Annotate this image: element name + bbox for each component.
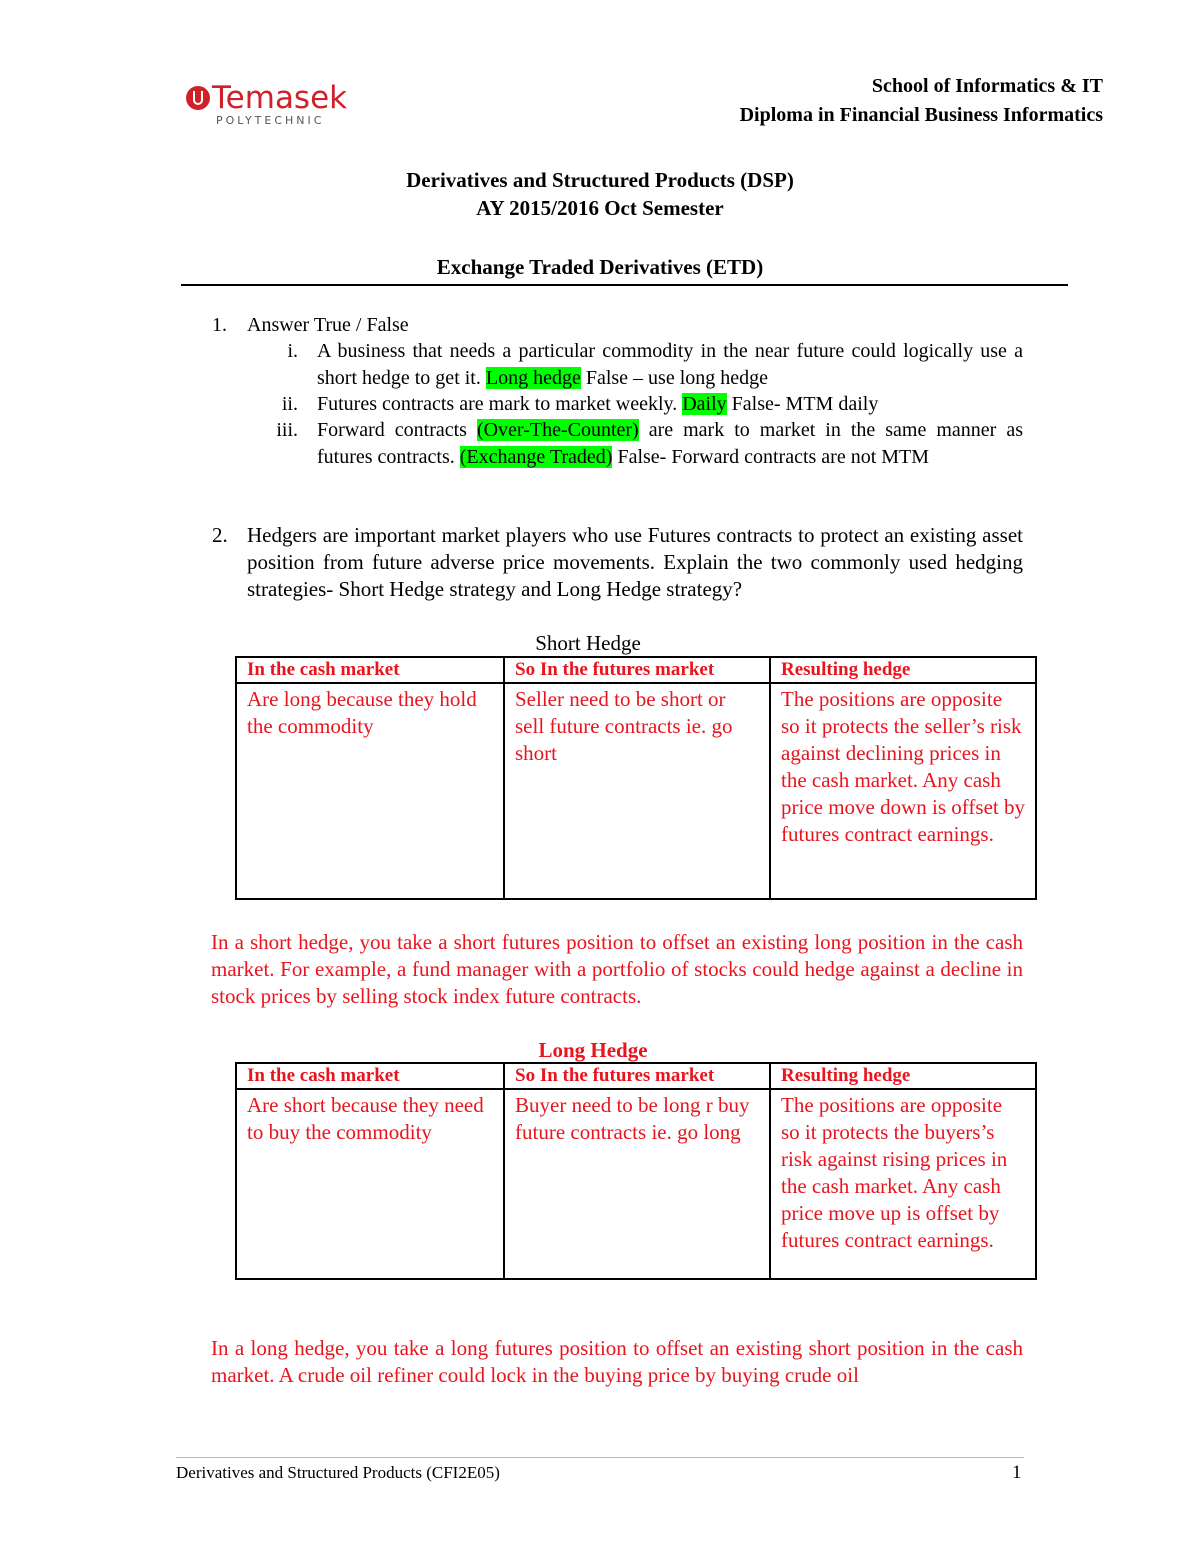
q1-heading: Answer True / False	[247, 314, 409, 336]
long-hedge-futures-cell: Buyer need to be long r buy future contracts ie. go long	[504, 1089, 770, 1279]
q1-item-2-text: Futures contracts are mark to market weekly.	[317, 393, 678, 415]
short-hedge-header-futures: So In the futures market	[504, 657, 770, 683]
q2-number: 2.	[212, 523, 228, 547]
long-hedge-header-row	[236, 1063, 1036, 1089]
title-rule	[181, 284, 1068, 286]
term-title: AY 2015/2016 Oct Semester	[476, 196, 724, 220]
q1-item-1-highlight: Long hedge	[485, 366, 581, 389]
short-hedge-futures-cell: Seller need to be short or sell future contracts ie. go short	[504, 683, 770, 899]
q1-item-3-answer: False- Forward contracts are not MTM	[617, 445, 930, 468]
footer-rule	[176, 1457, 1024, 1458]
short-hedge-body-row	[236, 683, 1036, 899]
q1-item-3-number: iii.	[276, 419, 298, 441]
q1-item-3-text-a: Forward contracts	[317, 419, 467, 441]
q1-item-1-text: A business that needs a particular commodity in the near future could logically use a short hedge to get it.	[317, 340, 1023, 389]
logo-subtitle: POLYTECHNIC	[216, 114, 325, 127]
page-number: 1	[1012, 1462, 1022, 1483]
long-hedge-table	[235, 1062, 1037, 1280]
logo-wordmark: Temasek	[212, 80, 348, 116]
short-hedge-cash-cell: Are long because they hold the commodity	[236, 683, 504, 899]
footer-course: Derivatives and Structured Products (CFI2E05)	[176, 1463, 500, 1482]
short-hedge-header-row	[236, 657, 1036, 683]
q2-text: Hedgers are important market players who use Futures contracts to protect an existing asset position from future adverse price movements. Explain the two commonly used hedging strategies- Short Hedge strategy and Long Hedge strategy?	[247, 523, 1023, 601]
q1-item-1-number: i.	[287, 340, 298, 362]
short-hedge-header-cash: In the cash market	[236, 657, 504, 683]
diploma-name: Diploma in Financial Business Informatics	[739, 104, 1103, 126]
q1-item-2-answer: False- MTM daily	[731, 393, 879, 415]
course-title: Derivatives and Structured Products (DSP)	[406, 168, 794, 192]
topic-title: Exchange Traded Derivatives (ETD)	[436, 255, 764, 279]
short-hedge-table	[235, 656, 1037, 900]
long-hedge-header-cash: In the cash market	[236, 1063, 504, 1089]
long-hedge-body-row	[236, 1089, 1036, 1279]
long-hedge-explanation: In a long hedge, you take a long futures position to offset an existing short position in the cash market. A crude oil refiner could lock in the buying price by buying crude oil	[211, 1336, 1023, 1387]
q1-item-3	[317, 417, 1023, 470]
q1-item-3-text-b: are mark to market in the same manner as futures contracts.	[317, 419, 1023, 468]
temasek-logo	[186, 82, 366, 132]
q1-item-3-highlight-b: (Exchange Traded)	[459, 445, 613, 468]
short-hedge-header-result: Resulting hedge	[770, 657, 1036, 683]
short-hedge-caption: Short Hedge	[535, 631, 641, 655]
q1-item-1	[317, 338, 1023, 391]
q1-item-3-highlight-a: (Over-The-Counter)	[476, 419, 639, 441]
long-hedge-header-futures: So In the futures market	[504, 1063, 770, 1089]
short-hedge-result-cell: The positions are opposite so it protects the seller’s risk against declining prices in the cash market. Any cash price move down is offset by futures contract earnings.	[770, 683, 1036, 899]
temasek-logo-icon	[186, 86, 210, 110]
long-hedge-header-result: Resulting hedge	[770, 1063, 1036, 1089]
short-hedge-explanation: In a short hedge, you take a short futures position to offset an existing long position in the cash market. For example, a fund manager with a portfolio of stocks could hedge against a decline in stock prices by selling stock index future contracts.	[211, 930, 1023, 1008]
q1-item-2	[317, 391, 1023, 418]
q1-item-2-highlight: Daily	[682, 393, 727, 415]
long-hedge-cash-cell: Are short because they need to buy the commodity	[236, 1089, 504, 1279]
school-name: School of Informatics & IT	[871, 75, 1103, 97]
long-hedge-caption: Long Hedge	[538, 1038, 648, 1062]
long-hedge-result-cell: The positions are opposite so it protects the buyers’s risk against rising prices in the cash market. Any cash price move up is offset by futures contract earnings.	[770, 1089, 1036, 1279]
q1-item-2-number: ii.	[281, 393, 298, 415]
q1-item-1-answer: False – use long hedge	[585, 366, 769, 389]
q1-number: 1.	[212, 314, 227, 336]
school-header	[740, 72, 1103, 130]
